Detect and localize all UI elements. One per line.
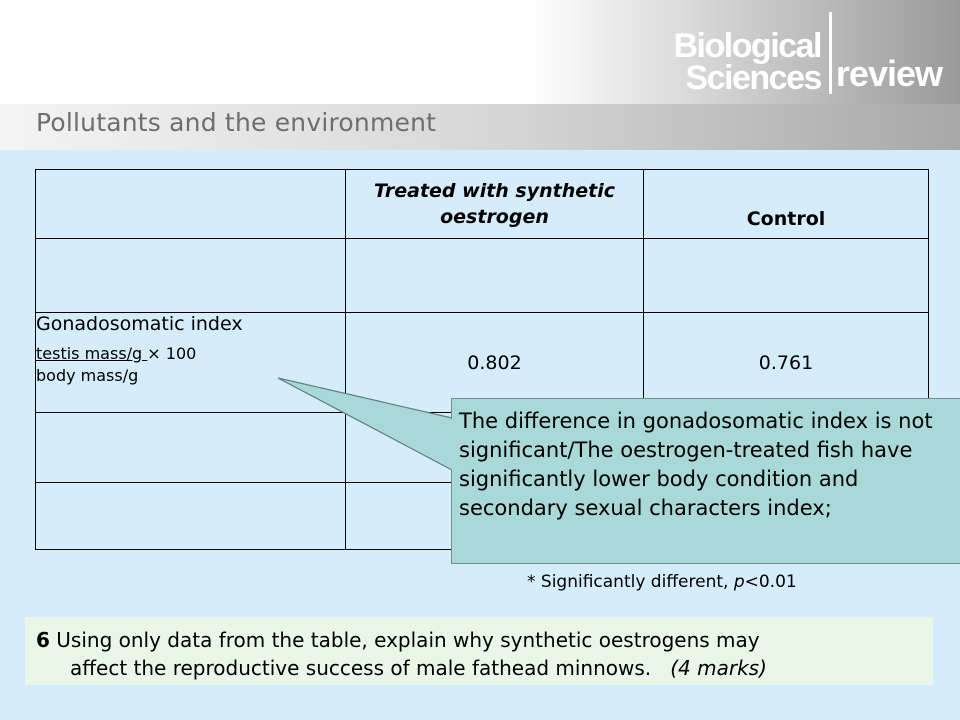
formula-times: × 100	[147, 344, 197, 363]
logo-line1: Biological	[673, 27, 821, 65]
header-control: Control	[644, 170, 929, 239]
gsi-treated-value: 0.802	[346, 313, 644, 413]
formula-denominator: body mass/g	[36, 366, 139, 385]
gsi-label: Gonadosomatic index	[36, 313, 243, 335]
significance-footnote: * Significantly different, p<0.01	[527, 572, 797, 592]
question-box	[25, 617, 933, 685]
formula-numerator: testis mass/g	[36, 344, 148, 363]
answer-callout: The difference in gonadosomatic index is not significant/The oestrogen-treated fish have significantly lower body condition and secondary sexual characters index;	[451, 398, 960, 564]
logo-review: review	[835, 53, 942, 94]
question-line1: Using only data from the table, explain why synthetic oestrogens may	[49, 628, 760, 652]
logo-line2: Sciences	[685, 59, 821, 97]
page-title: Pollutants and the environment	[36, 108, 437, 137]
header-treated: Treated with synthetic oestrogen	[346, 170, 644, 239]
question-line2: affect the reproductive success of male fathead minnows.	[70, 656, 652, 680]
gsi-control-value: 0.761	[644, 313, 929, 413]
question-number: 6	[36, 628, 50, 652]
question-marks: (4 marks)	[670, 656, 767, 680]
